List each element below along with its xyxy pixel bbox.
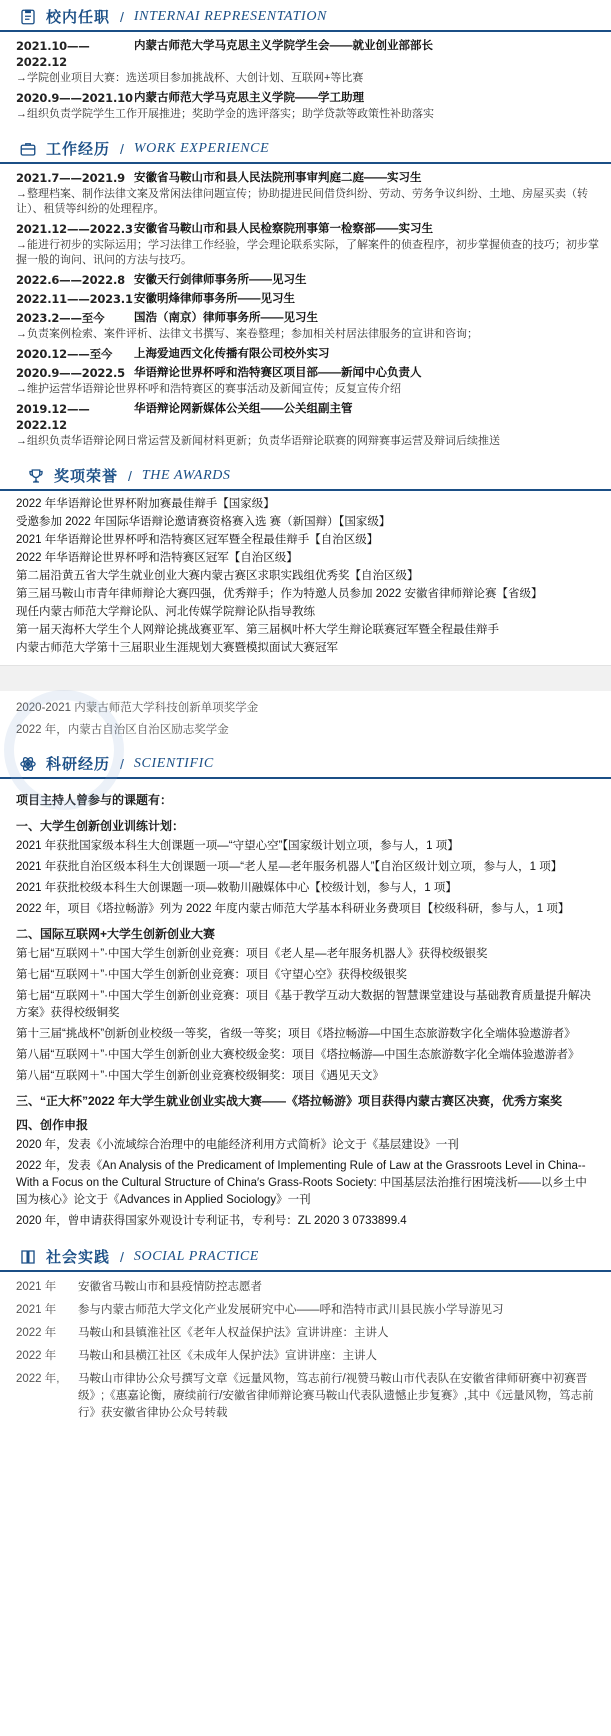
section-header-scientific bbox=[0, 749, 611, 779]
practice-text: 马鞍山市律协公众号撰写文章《远量风物，笃志前行/视赞马鞍山市代表队在安徽省律师研赛中初赛晋级》;《惠嘉论衡，赓续前行/安徽省律师辩论赛马鞍山代表队遗憾止步复赛》,其中《远量风物，笃志前行》获安徽省律协公众号转载 bbox=[78, 1373, 594, 1419]
scholarship-item: 2022 年，内蒙古自治区自治区励志奖学金 bbox=[16, 724, 229, 736]
practice-date: 2021 年 bbox=[16, 1304, 57, 1316]
page-break-band bbox=[0, 665, 611, 691]
section-sep: / bbox=[120, 140, 124, 157]
scientific-paragraph: 2021 年获批自治区级本科生大创课题一项—“老人星—老年服务机器人”【自治区级计划立项，参与人，1 项】 bbox=[16, 861, 563, 873]
practice-date: 2021 年 bbox=[16, 1281, 57, 1293]
practice-row bbox=[0, 1368, 611, 1432]
entry-detail: →维护运营华语辩论世界杯呼和浩特赛区的赛事活动及新闻宣传；反复宣传介绍 bbox=[16, 383, 401, 395]
entry-detail: →学院创业项目大赛：选送项目参加挑战杯、大创计划、互联网+等比赛 bbox=[16, 72, 364, 84]
scientific-paragraph: 2021 年获批校级本科生大创课题一项—敕勒川融媒体中心【校级计划，参与人，1 项】 bbox=[16, 882, 457, 894]
entry-row bbox=[16, 363, 599, 382]
entry-row bbox=[16, 308, 599, 327]
entry-detail: →组织负责学院学生工作开展推进；奖助学金的选评落实；助学贷款等政策性补助落实 bbox=[16, 108, 434, 120]
scientific-paragraph: 2020 年，发表《小流域综合治理中的电能经济利用方式简析》论文于《基层建设》一刊 bbox=[16, 1139, 459, 1151]
scientific-heading-2: 二、国际互联网+大学生创新创业大赛 bbox=[16, 927, 216, 941]
practice-row bbox=[0, 1322, 611, 1345]
entry-text: 内蒙古师范大学马克思主义学院——学工助理 bbox=[134, 91, 364, 104]
entry-text: 上海爱迪西文化传播有限公司校外实习 bbox=[134, 347, 330, 360]
entry-row bbox=[16, 88, 599, 107]
award-item: 现任内蒙古师范大学辩论队、河北传媒学院辩论队指导教练 bbox=[16, 605, 315, 618]
practice-row bbox=[0, 1345, 611, 1368]
practice-date: 2022 年, bbox=[16, 1373, 60, 1385]
section-title-en: SCIENTIFIC bbox=[133, 755, 214, 771]
section-sep: / bbox=[120, 8, 124, 25]
section-title-en: THE AWARDS bbox=[141, 467, 231, 483]
entry-date: 2020.9——2021.10 bbox=[16, 90, 133, 105]
scientific-paragraph: 2021 年获批国家级本科生大创课题一项—“守望心空”【国家级计划立项，参与人，1 项】 bbox=[16, 840, 459, 852]
entry-text: 安徽省马鞍山市和县人民法院刑事审判庭二庭——实习生 bbox=[134, 171, 422, 184]
award-item: 第一届天海杯大学生个人网辩论挑战赛亚军、第三届枫叶杯大学生辩论联赛冠军暨全程最佳辩手 bbox=[16, 623, 499, 636]
award-item: 2022 年华语辩论世界杯呼和浩特赛区冠军【自治区级】 bbox=[16, 551, 298, 564]
social-practice-body bbox=[0, 1276, 611, 1432]
entry-row bbox=[16, 168, 599, 187]
entry-date: 2023.2——至今 bbox=[16, 310, 105, 325]
award-item: 第二届沿黄五省大学生就业创业大赛内蒙古赛区求职实践组优秀奖【自治区级】 bbox=[16, 569, 419, 582]
award-item: 受邀参加 2022 年国际华语辩论邀请赛资格赛入选 赛（新国辩）【国家级】 bbox=[16, 515, 391, 528]
scholarship-item: 2020-2021 内蒙古师范大学科技创新单项奖学金 bbox=[16, 702, 259, 714]
entry-text: 安徽明烽律师事务所——见习生 bbox=[134, 292, 295, 305]
entry-date: 2021.7——2021.9 bbox=[16, 170, 125, 185]
entry-row bbox=[16, 399, 599, 434]
entry-text: 华语辩论网新媒体公关组——公关组副主管 bbox=[134, 402, 353, 415]
entry-detail: →能进行初步的实际运用；学习法律工作经验，学会理论联系实际，了解案件的侦查程序，初步掌握侦查的技巧；初步掌握一般的询问、讯问的方法与技巧。 bbox=[16, 239, 599, 266]
section-header-awards bbox=[0, 459, 611, 491]
entry-text: 安徽省马鞍山市和县人民检察院刑事第一检察部——实习生 bbox=[134, 222, 433, 235]
atom-icon bbox=[18, 754, 38, 774]
practice-date: 2022 年 bbox=[16, 1350, 57, 1362]
award-item: 2021 年华语辩论世界杯呼和浩特赛区冠军暨全程最佳辩手【自治区级】 bbox=[16, 533, 379, 546]
entry-detail: →整理档案、制作法律文案及常闲法律问题宣传；协助提进民间借贷纠纷、劳动、劳务争议纠纷、土地、房屋买卖（转让）、租赁等纠纷的处理程序。 bbox=[16, 188, 588, 215]
section-title-en: SOCIAL PRACTICE bbox=[133, 1248, 259, 1264]
practice-date: 2022 年 bbox=[16, 1327, 57, 1339]
practice-row bbox=[0, 1276, 611, 1299]
section-title-en: INTERNAI REPRESENTATION bbox=[133, 8, 327, 24]
book-icon bbox=[18, 1247, 38, 1267]
practice-text: 马鞍山和县横江社区《未成年人保护法》宣讲讲座：主讲人 bbox=[78, 1350, 377, 1362]
scientific-paragraph: 第七届“互联网＋”·中国大学生创新创业竞赛：项目《基于教学互动大数据的智慧课堂建设与基础教育质量提升解决方案》获得校级铜奖 bbox=[16, 990, 591, 1019]
award-item: 2022 年华语辩论世界杯附加赛最佳辩手【国家级】 bbox=[16, 497, 275, 510]
entry-text: 国浩（南京）律师事务所——见习生 bbox=[134, 311, 318, 324]
entry-detail: →负责案例检索、案件评析、法律文书撰写、案卷整理；参加相关村居法律服务的宣讲和咨询； bbox=[16, 328, 478, 340]
entry-row bbox=[16, 36, 599, 71]
entry-row bbox=[16, 219, 599, 238]
scientific-paragraph: 2022 年，发表《An Analysis of the Predicament of Implementing Rule of Law at the Grassroots Level in China--With a Focus on the Cultural Structure of China′s Grass-Roots Society: 中国基层法治推行困境浅析——以乡土中国为核心》论文于《Advances in Applied Sociology》一刊 bbox=[16, 1160, 587, 1206]
scientific-paragraph: 2020 年，曾申请获得国家外观设计专利证书，专利号：ZL 2020 3 0733899.4 bbox=[16, 1215, 407, 1227]
section-title-cn: 工作经历 bbox=[46, 140, 111, 158]
entry-date: 2022.11——2023.1 bbox=[16, 291, 133, 306]
scientific-paragraph: 2022 年，项目《塔拉畅游》列为 2022 年度内蒙古师范大学基本科研业务费项目【校级科研，参与人，1 项】 bbox=[16, 903, 570, 915]
section-title-en: WORK EXPERIENCE bbox=[133, 140, 270, 156]
work-experience-body bbox=[0, 168, 611, 459]
practice-text: 安徽省马鞍山市和县疫情防控志愿者 bbox=[78, 1281, 262, 1293]
scientific-paragraph: 第七届“互联网＋”·中国大学生创新创业竞赛：项目《守望心空》获得校级银奖 bbox=[16, 969, 407, 981]
awards-body bbox=[0, 495, 611, 657]
internal-representation-body bbox=[0, 36, 611, 71]
award-item: 内蒙古师范大学第十三届职业生涯规划大赛暨模拟面试大赛冠军 bbox=[16, 641, 338, 654]
section-sep: / bbox=[128, 467, 132, 484]
section-header-work-experience bbox=[0, 134, 611, 164]
entry-text: 内蒙古师范大学马克思主义学院学生会——就业创业部部长 bbox=[134, 39, 433, 52]
internal-representation-body-2 bbox=[0, 88, 611, 107]
scientific-body bbox=[0, 783, 611, 1240]
award-item: 第三届马鞍山市青年律师辩论大赛四强，优秀辩手；作为特邀人员参加 2022 安徽省律师辩论赛【省级】 bbox=[16, 587, 543, 600]
section-title-cn: 奖项荣誉 bbox=[54, 467, 119, 485]
scientific-intro: 项目主持人曾参与的课题有： bbox=[16, 793, 173, 807]
scientific-paragraph: 第八届“互联网＋”·中国大学生创新创业大赛校级金奖：项目《塔拉畅游—中国生态旅游数字化全端体验遨游者》 bbox=[16, 1049, 580, 1061]
scientific-heading-1: 一、大学生创新创业训练计划： bbox=[16, 819, 185, 833]
entry-date: 2022.6——2022.8 bbox=[16, 272, 125, 287]
entry-date: 2021.10——2022.12 bbox=[16, 38, 90, 69]
practice-text: 马鞍山和县镇淮社区《老年人权益保护法》宣讲讲座：主讲人 bbox=[78, 1327, 389, 1339]
trophy-icon bbox=[26, 466, 46, 486]
section-sep: / bbox=[120, 755, 124, 772]
section-header-social-practice bbox=[0, 1242, 611, 1272]
section-title-cn: 科研经历 bbox=[46, 755, 111, 773]
scholarship-body bbox=[0, 691, 611, 741]
section-header-internal-representation bbox=[0, 2, 611, 32]
entry-text: 安徽天行剑律师事务所——见习生 bbox=[134, 273, 307, 286]
entry-date: 2019.12——2022.12 bbox=[16, 401, 90, 432]
scientific-paragraph: 第十三届“挑战杯”创新创业校级一等奖，省级一等奖；项目《塔拉畅游—中国生态旅游数字化全端体验遨游者》 bbox=[16, 1028, 576, 1040]
entry-date: 2020.12——至今 bbox=[16, 346, 113, 361]
entry-row bbox=[16, 270, 599, 289]
practice-row bbox=[0, 1299, 611, 1322]
clipboard-icon bbox=[18, 7, 38, 27]
entry-text: 华语辩论世界杯呼和浩特赛区项目部——新闻中心负责人 bbox=[134, 366, 422, 379]
scientific-heading-4: 四、创作申报 bbox=[16, 1118, 89, 1132]
entry-row bbox=[16, 289, 599, 308]
entry-date: 2021.12——2022.3 bbox=[16, 221, 133, 236]
scientific-paragraph: 第七届“互联网＋”·中国大学生创新创业竞赛：项目《老人星—老年服务机器人》获得校级银奖 bbox=[16, 948, 488, 960]
section-title-cn: 社会实践 bbox=[46, 1248, 111, 1266]
scientific-heading-3: 三、“正大杯”2022 年大学生就业创业实战大赛——《塔拉畅游》项目获得内蒙古赛区决赛，优秀方案奖 bbox=[16, 1094, 563, 1108]
scientific-paragraph: 第八届“互联网＋”·中国大学生创新创业竞赛校级铜奖：项目《遇见天文》 bbox=[16, 1070, 384, 1082]
entry-date: 2020.9——2022.5 bbox=[16, 365, 125, 380]
practice-text: 参与内蒙古师范大学文化产业发展研究中心——呼和浩特市武川县民族小学导游见习 bbox=[78, 1304, 504, 1316]
section-title-cn: 校内任职 bbox=[46, 8, 111, 26]
entry-row bbox=[16, 344, 599, 363]
briefcase-icon bbox=[18, 139, 38, 159]
entry-detail: →组织负责华语辩论网日常运营及新闻材料更新；负责华语辩论联赛的网辩赛事运营及辩词后续推送 bbox=[16, 435, 500, 447]
section-sep: / bbox=[120, 1248, 124, 1265]
